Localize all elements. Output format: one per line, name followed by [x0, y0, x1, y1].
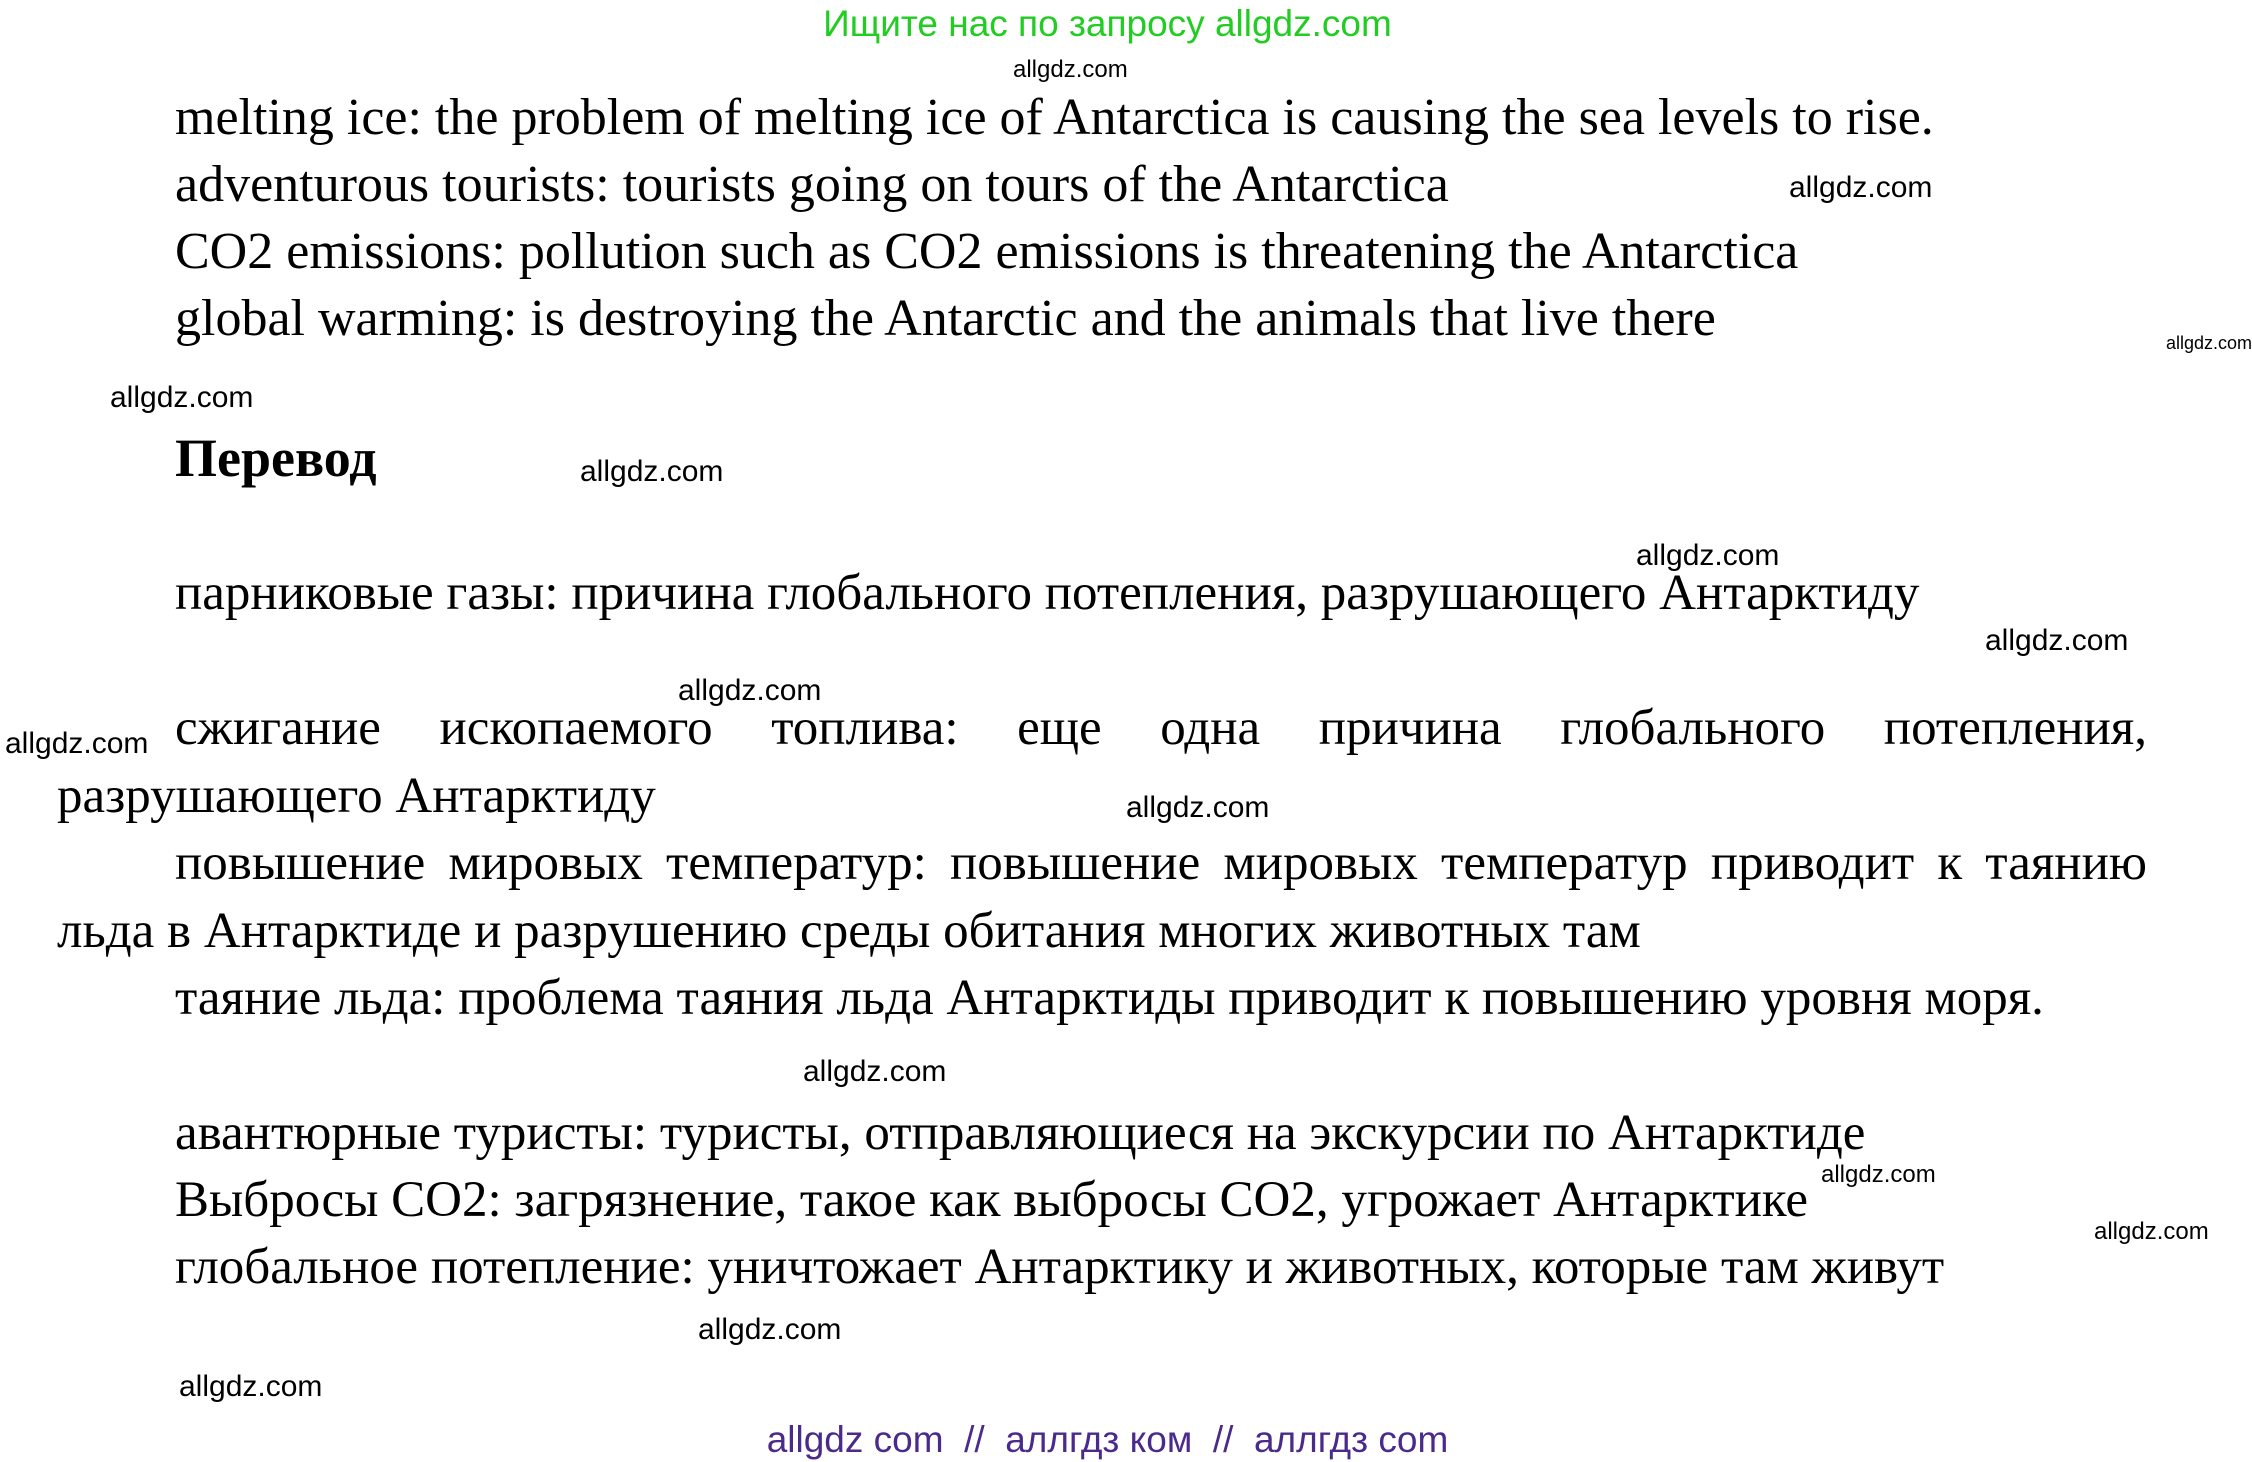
watermark: allgdz.com: [2166, 333, 2252, 353]
watermark: allgdz.com: [179, 1370, 323, 1403]
bottom-banner: allgdz com // аллгдз ком // аллгдз com: [766, 1419, 1449, 1460]
translation-paragraph: сжигание ископаемого топлива: еще одна причина глобального потепления, разрушающего Антарктиду: [57, 700, 2147, 824]
translation-paragraph: парниковые газы: причина глобального потепления, разрушающего Антарктиду: [175, 565, 1920, 621]
definition-line: CO2 emissions: pollution such as CO2 emissions is threatening the Antarctica: [175, 223, 1799, 280]
definition-line: adventurous tourists: tourists going on tours of the Antarctica: [175, 156, 1449, 213]
watermark: allgdz.com: [1126, 791, 1270, 824]
definition-line: global warming: is destroying the Antarctic and the animals that live there: [175, 290, 1716, 347]
watermark: allgdz.com: [110, 381, 254, 414]
translation-paragraph: повышение мировых температур: повышение мировых температур приводит к таянию льда в Антарктиде и разрушению среды обитания многих животных там: [57, 835, 2147, 959]
translation-heading: Перевод: [175, 428, 377, 488]
watermark: allgdz.com: [5, 727, 149, 760]
watermark: allgdz.com: [803, 1055, 947, 1088]
translation-paragraph: таяние льда: проблема таяния льда Антарктиды приводит к повышению уровня моря.: [175, 970, 2044, 1026]
translation-paragraph: Выбросы CO2: загрязнение, такое как выбросы CO2, угрожает Антарктике: [175, 1172, 1809, 1228]
watermark: allgdz.com: [1636, 539, 1780, 572]
top-banner: Ищите нас по запросу allgdz.com: [823, 3, 1392, 44]
watermark: allgdz.com: [1013, 56, 1128, 83]
watermark: allgdz.com: [678, 674, 822, 707]
watermark: allgdz.com: [2094, 1218, 2209, 1245]
translation-paragraph: авантюрные туристы: туристы, отправляющиеся на экскурсии по Антарктиде: [175, 1105, 1866, 1161]
definition-line: melting ice: the problem of melting ice of Antarctica is causing the sea levels to rise.: [175, 89, 1934, 146]
watermark: allgdz.com: [698, 1313, 842, 1346]
translation-paragraph: глобальное потепление: уничтожает Антарктику и животных, которые там живут: [175, 1239, 1945, 1295]
watermark: allgdz.com: [1985, 624, 2129, 657]
watermark: allgdz.com: [1821, 1161, 1936, 1188]
watermark: allgdz.com: [1789, 171, 1933, 204]
watermark: allgdz.com: [580, 455, 724, 488]
